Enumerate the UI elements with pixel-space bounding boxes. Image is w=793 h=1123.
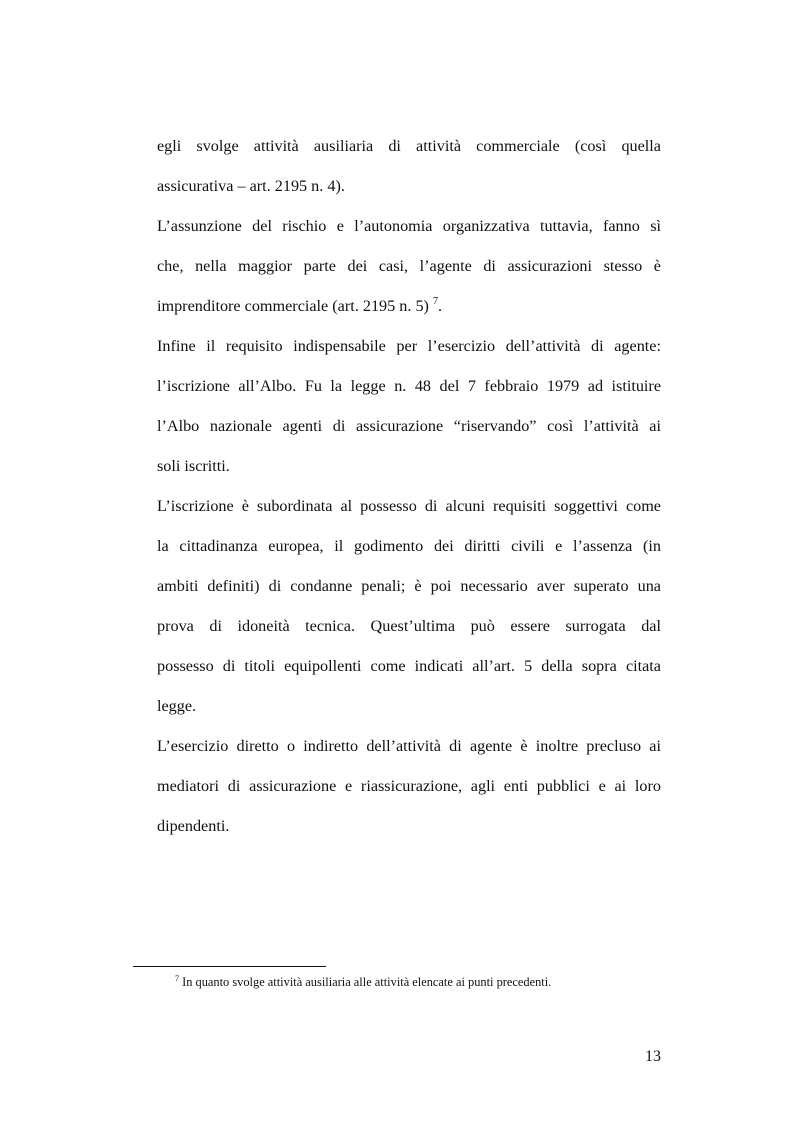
text-line: ambiti definiti) di condanne penali; è poi necessario aver superato una — [157, 577, 661, 595]
paragraph-3 — [157, 326, 661, 486]
text-line: L’esercizio diretto o indiretto dell’attività di agente è inoltre precluso ai — [157, 737, 661, 755]
text-line: soli iscritti. — [157, 457, 230, 475]
text-line: egli svolge attività ausiliaria di attività commerciale (così quella — [157, 137, 661, 155]
text-line: L’iscrizione è subordinata al possesso di alcuni requisiti soggettivi come — [157, 497, 661, 515]
text-line: imprenditore commerciale (art. 2195 n. 5) — [157, 297, 429, 315]
footnote-marker: 7 — [175, 974, 179, 983]
text-line: la cittadinanza europea, il godimento dei diritti civili e l’assenza (in — [157, 537, 661, 555]
text-line-with-footnote — [157, 286, 661, 326]
page-number: 13 — [645, 1048, 661, 1065]
footnote-separator — [133, 966, 326, 967]
text-line: Infine il requisito indispensabile per l’esercizio dell’attività di agente: — [157, 337, 661, 355]
text-line: assicurativa – art. 2195 n. 4). — [157, 177, 345, 195]
body-text — [157, 126, 661, 846]
paragraph-2 — [157, 206, 661, 326]
paragraph-5 — [157, 726, 661, 846]
text-line: mediatori di assicurazione e riassicurazione, agli enti pubblici e ai loro — [157, 777, 661, 795]
text-line: prova di idoneità tecnica. Quest’ultima può essere surrogata dal — [157, 617, 661, 635]
text-line: l’iscrizione all’Albo. Fu la legge n. 48 del 7 febbraio 1979 ad istituire — [157, 377, 661, 395]
text-line-trailing: . — [438, 297, 443, 315]
footnote — [175, 973, 551, 991]
text-line: possesso di titoli equipollenti come indicati all’art. 5 della sopra citata — [157, 657, 661, 675]
text-line: legge. — [157, 697, 197, 715]
text-line: dipendenti. — [157, 817, 230, 835]
footnote-reference[interactable]: 7 — [433, 296, 438, 307]
text-line: l’Albo nazionale agenti di assicurazione “riservando” così l’attività ai — [157, 417, 661, 435]
paragraph-1 — [157, 126, 661, 206]
text-line: che, nella maggior parte dei casi, l’agente di assicurazioni stesso è — [157, 257, 661, 275]
text-line: L’assunzione del rischio e l’autonomia organizzativa tuttavia, fanno sì — [157, 217, 661, 235]
paragraph-4 — [157, 486, 661, 726]
footnote-text: In quanto svolge attività ausiliaria alle attività elencate ai punti precedenti. — [182, 975, 552, 989]
